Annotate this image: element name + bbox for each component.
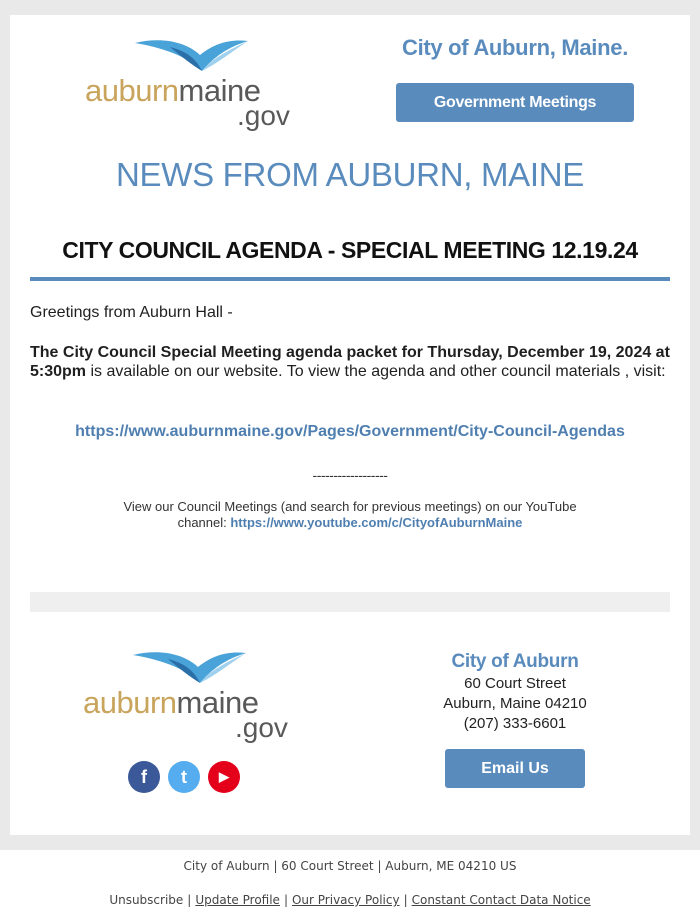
news-heading: NEWS FROM AUBURN, MAINE <box>116 156 584 193</box>
agenda-link[interactable]: https://www.auburnmaine.gov/Pages/Government/City-Council-Agendas <box>75 423 625 440</box>
contact-block <box>410 650 620 734</box>
logo-wordmark: auburnmaine <box>83 685 259 720</box>
privacy-policy-link[interactable]: Our Privacy Policy <box>291 893 400 907</box>
section-divider <box>30 592 670 612</box>
contact-phone: (207) 333-6601 <box>463 715 567 732</box>
footer-separator: | <box>283 893 288 907</box>
city-title: City of Auburn, Maine. <box>401 35 629 60</box>
youtube-note-text: View our Council Meetings (and search for previous meetings) on our YouTube channel: <box>123 499 577 530</box>
swoosh-logo-icon <box>130 35 250 77</box>
government-meetings-button[interactable]: Government Meetings <box>396 83 634 122</box>
contact-city: Auburn, Maine 04210 <box>443 695 587 712</box>
facebook-icon[interactable]: f <box>128 761 160 793</box>
unsubscribe-link[interactable]: Unsubscribe <box>109 893 184 907</box>
footer-links <box>0 893 700 907</box>
contact-street: 60 Court Street <box>464 675 566 692</box>
title-divider <box>30 277 670 281</box>
agenda-title: CITY COUNCIL AGENDA - SPECIAL MEETING 12.19.24 <box>62 237 638 263</box>
youtube-channel-link[interactable]: https://www.youtube.com/c/CityofAuburnMaine <box>230 515 523 530</box>
dash-separator: ------------------ <box>312 467 388 483</box>
footer-separator: | <box>187 893 192 907</box>
auburnmaine-logo[interactable] <box>85 35 300 145</box>
email-us-button[interactable]: Email Us <box>445 749 585 788</box>
logo-gov: .gov <box>235 712 288 743</box>
footer-separator: | <box>403 893 408 907</box>
page-footer <box>0 850 700 918</box>
newsletter-card <box>10 15 690 835</box>
footer-address: City of Auburn | 60 Court Street | Auburn, ME 04210 US <box>183 859 517 873</box>
data-notice-link[interactable]: Constant Contact Data Notice <box>411 893 591 907</box>
logo-gov: .gov <box>237 100 290 131</box>
logo-wordmark: auburnmaine <box>85 73 261 108</box>
social-links <box>128 761 240 793</box>
contact-name: City of Auburn <box>451 651 579 672</box>
twitter-icon[interactable]: t <box>168 761 200 793</box>
intro-paragraph <box>30 343 670 381</box>
greeting-text: Greetings from Auburn Hall - <box>30 304 233 321</box>
youtube-note <box>100 499 600 531</box>
update-profile-link[interactable]: Update Profile <box>195 893 280 907</box>
footer-auburnmaine-logo[interactable] <box>83 647 298 747</box>
swoosh-logo-icon <box>128 647 248 689</box>
intro-rest-text: is available on our website. To view the agenda and other council materials , visit: <box>86 363 666 380</box>
youtube-icon[interactable]: ▶ <box>208 761 240 793</box>
intro-bold-text: The City Council Special Meeting agenda packet for Thursday, December 19, 2024 at 5:30pm <box>30 344 670 380</box>
